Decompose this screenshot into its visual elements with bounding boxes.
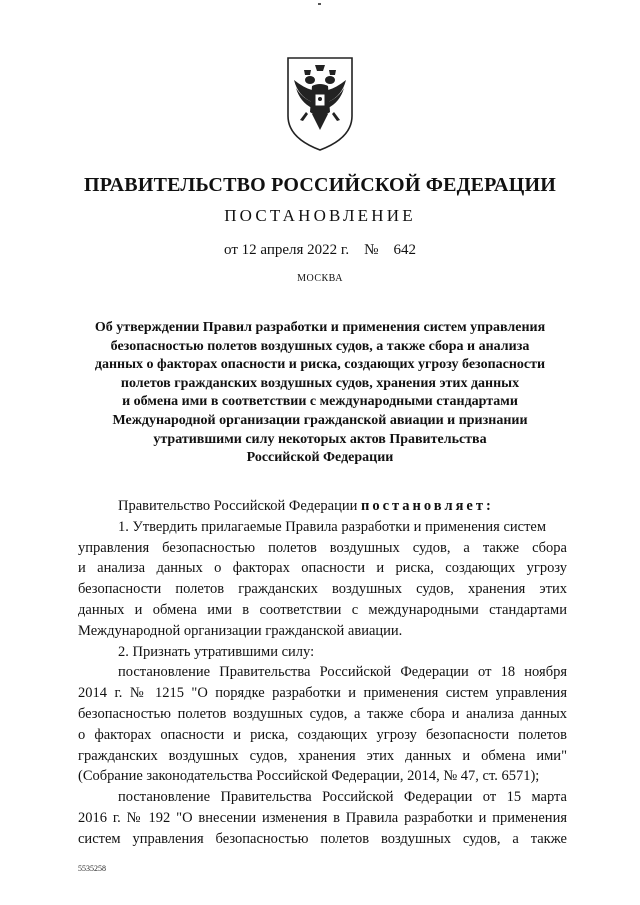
document-date-line <box>0 242 640 259</box>
body-line: о факторах опасности и риска, создающих угрозу безопасности полетов <box>78 726 567 743</box>
body-line: 2016 г. № 192 "О внесении изменения в Правила разработки и применения <box>78 809 567 826</box>
government-title: ПРАВИТЕЛЬСТВО РОССИЙСКОЙ ФЕДЕРАЦИИ <box>84 174 556 196</box>
body-line: гражданских воздушных судов, хранения этих данных и обмена ими" <box>78 747 567 764</box>
body-line: (Собрание законодательства Российской Федерации, 2014, № 47, ст. 6571); <box>78 768 540 785</box>
document-type: ПОСТАНОВЛЕНИЕ <box>224 206 416 225</box>
subject-line: утратившими силу некоторых актов Правительства <box>153 431 487 447</box>
body-line: постановление Правительства Российской Федерации от 18 ноября <box>118 664 567 681</box>
document-date: от 12 апреля 2022 г. <box>224 242 350 258</box>
body-line: 2. Признать утратившими силу: <box>118 643 315 660</box>
subject-line: Об утверждении Правил разработки и применения систем управления <box>94 320 546 335</box>
body-line: постановление Правительства Российской Федерации от 15 марта <box>118 789 567 806</box>
body-line: систем управления безопасностью полетов воздушных судов, а также <box>78 830 567 847</box>
body-line: безопасностью полетов воздушных судов, а также сбора и анализа данных <box>78 705 567 722</box>
subject-line: безопасностью полетов воздушных судов, а также сбора и анализа <box>110 338 530 354</box>
number-label: № <box>364 242 379 258</box>
body-line: данных и обмена ими в соответствии с международными стандартами <box>78 601 567 618</box>
scan-mark <box>318 3 321 5</box>
document-code: 5535258 <box>78 864 106 873</box>
intro-text: Правительство Российской Федерации <box>118 498 358 514</box>
subject-line: Международной организации гражданской авиации и признании <box>112 412 528 428</box>
document-body <box>78 496 567 850</box>
body-intro <box>78 496 567 517</box>
document-subject <box>70 319 570 468</box>
body-line: 2014 г. № 1215 "О порядке разработки и применения систем управления <box>78 685 567 702</box>
body-line: и анализа данных о факторах опасности и риска, создающих угрозу <box>78 560 567 577</box>
intro-verb: постановляет: <box>360 498 494 514</box>
body-line: безопасности полетов гражданских воздушных судов, хранения этих <box>78 581 567 598</box>
body-line: 1. Утвердить прилагаемые Правила разработки и применения систем <box>118 518 547 535</box>
subject-line: полетов гражданских воздушных судов, хранения этих данных <box>120 375 520 391</box>
subject-line: данных о факторах опасности и риска, создающих угрозу безопасности <box>94 357 546 373</box>
subject-line: Российской Федерации <box>246 450 394 466</box>
body-line: управления безопасностью полетов воздушных судов, а также сбора <box>78 539 567 556</box>
body-line: Международной организации гражданской авиации. <box>78 622 403 639</box>
subject-line: и обмена ими в соответствии с международными стандартами <box>122 394 518 410</box>
document-number: 642 <box>393 242 416 258</box>
russian-coat-of-arms-icon <box>268 50 372 154</box>
city: МОСКВА <box>297 273 343 284</box>
